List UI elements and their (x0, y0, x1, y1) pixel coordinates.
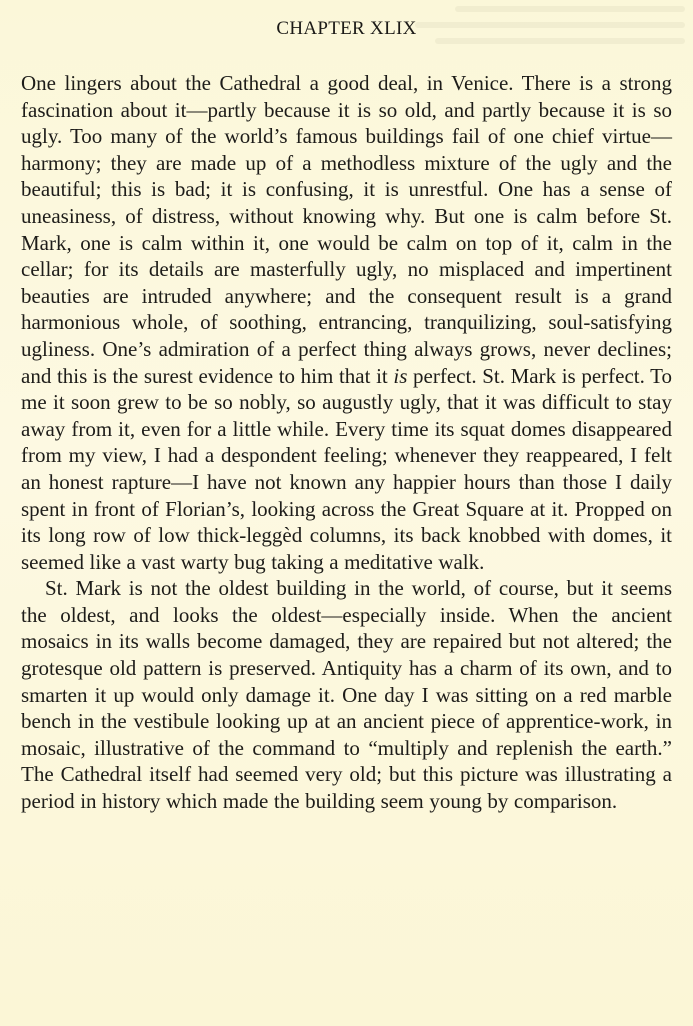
paragraph-1-text-b: perfect. St. Mark is perfect. To me it soon grew to be so nobly, so augustly ugly, that it was difficult to stay away from it, even for a little while. Every time its squat domes disappeared from my view, I had a despondent feeling; whenever they reappeared, I felt an honest rapture—I have not known any happier hours than those I daily spent in front of Florian’s, looking across the Great Square at it. Propped on its long row of low thick-leggèd columns, its back knobbed with domes, it seemed like a vast warty bug taking a meditative walk. (21, 363, 672, 574)
paragraph-1-italic-word: is (393, 363, 408, 388)
paragraph-2: St. Mark is not the oldest building in the world, of course, but it seems the oldest, and looks the oldest—especially inside. When the ancient mosaics in its walls become damaged, they are repaired but not altered; the grotesque old pattern is preserved. Antiquity has a charm of its own, and to smarten it up would only damage it. One day I was sitting on a red marble bench in the vestibule looking up at an ancient piece of apprentice-work, in mosaic, illustrative of the command to “multiply and replenish the earth.” The Cathedral itself had seemed very old; but this picture was illustrating a period in history which made the building seem young by comparison. (21, 576, 672, 814)
chapter-body (21, 70, 672, 815)
chapter-heading: CHAPTER XLIX (276, 18, 417, 39)
paragraph-1 (21, 70, 672, 575)
paragraph-1-text-a: One lingers about the Cathedral a good deal, in Venice. There is a strong fascination about it—partly because it is so old, and partly because it is so ugly. Too many of the world’s famous buildings fail of one chief virtue—harmony; they are made up of a methodless mixture of the ugly and the beautiful; this is bad; it is confusing, it is unrestful. One has a sense of uneasiness, of distress, without knowing why. But one is calm before St. Mark, one is calm within it, one would be calm on top of it, calm in the cellar; for its details are masterfully ugly, no misplaced and impertinent beauties are intruded anywhere; and the consequent result is a grand harmonious whole, of soothing, entrancing, tranquilizing, soul-satisfying ugliness. One’s admiration of a perfect thing always grows, never declines; and this is the surest evidence to him that it (21, 71, 672, 388)
